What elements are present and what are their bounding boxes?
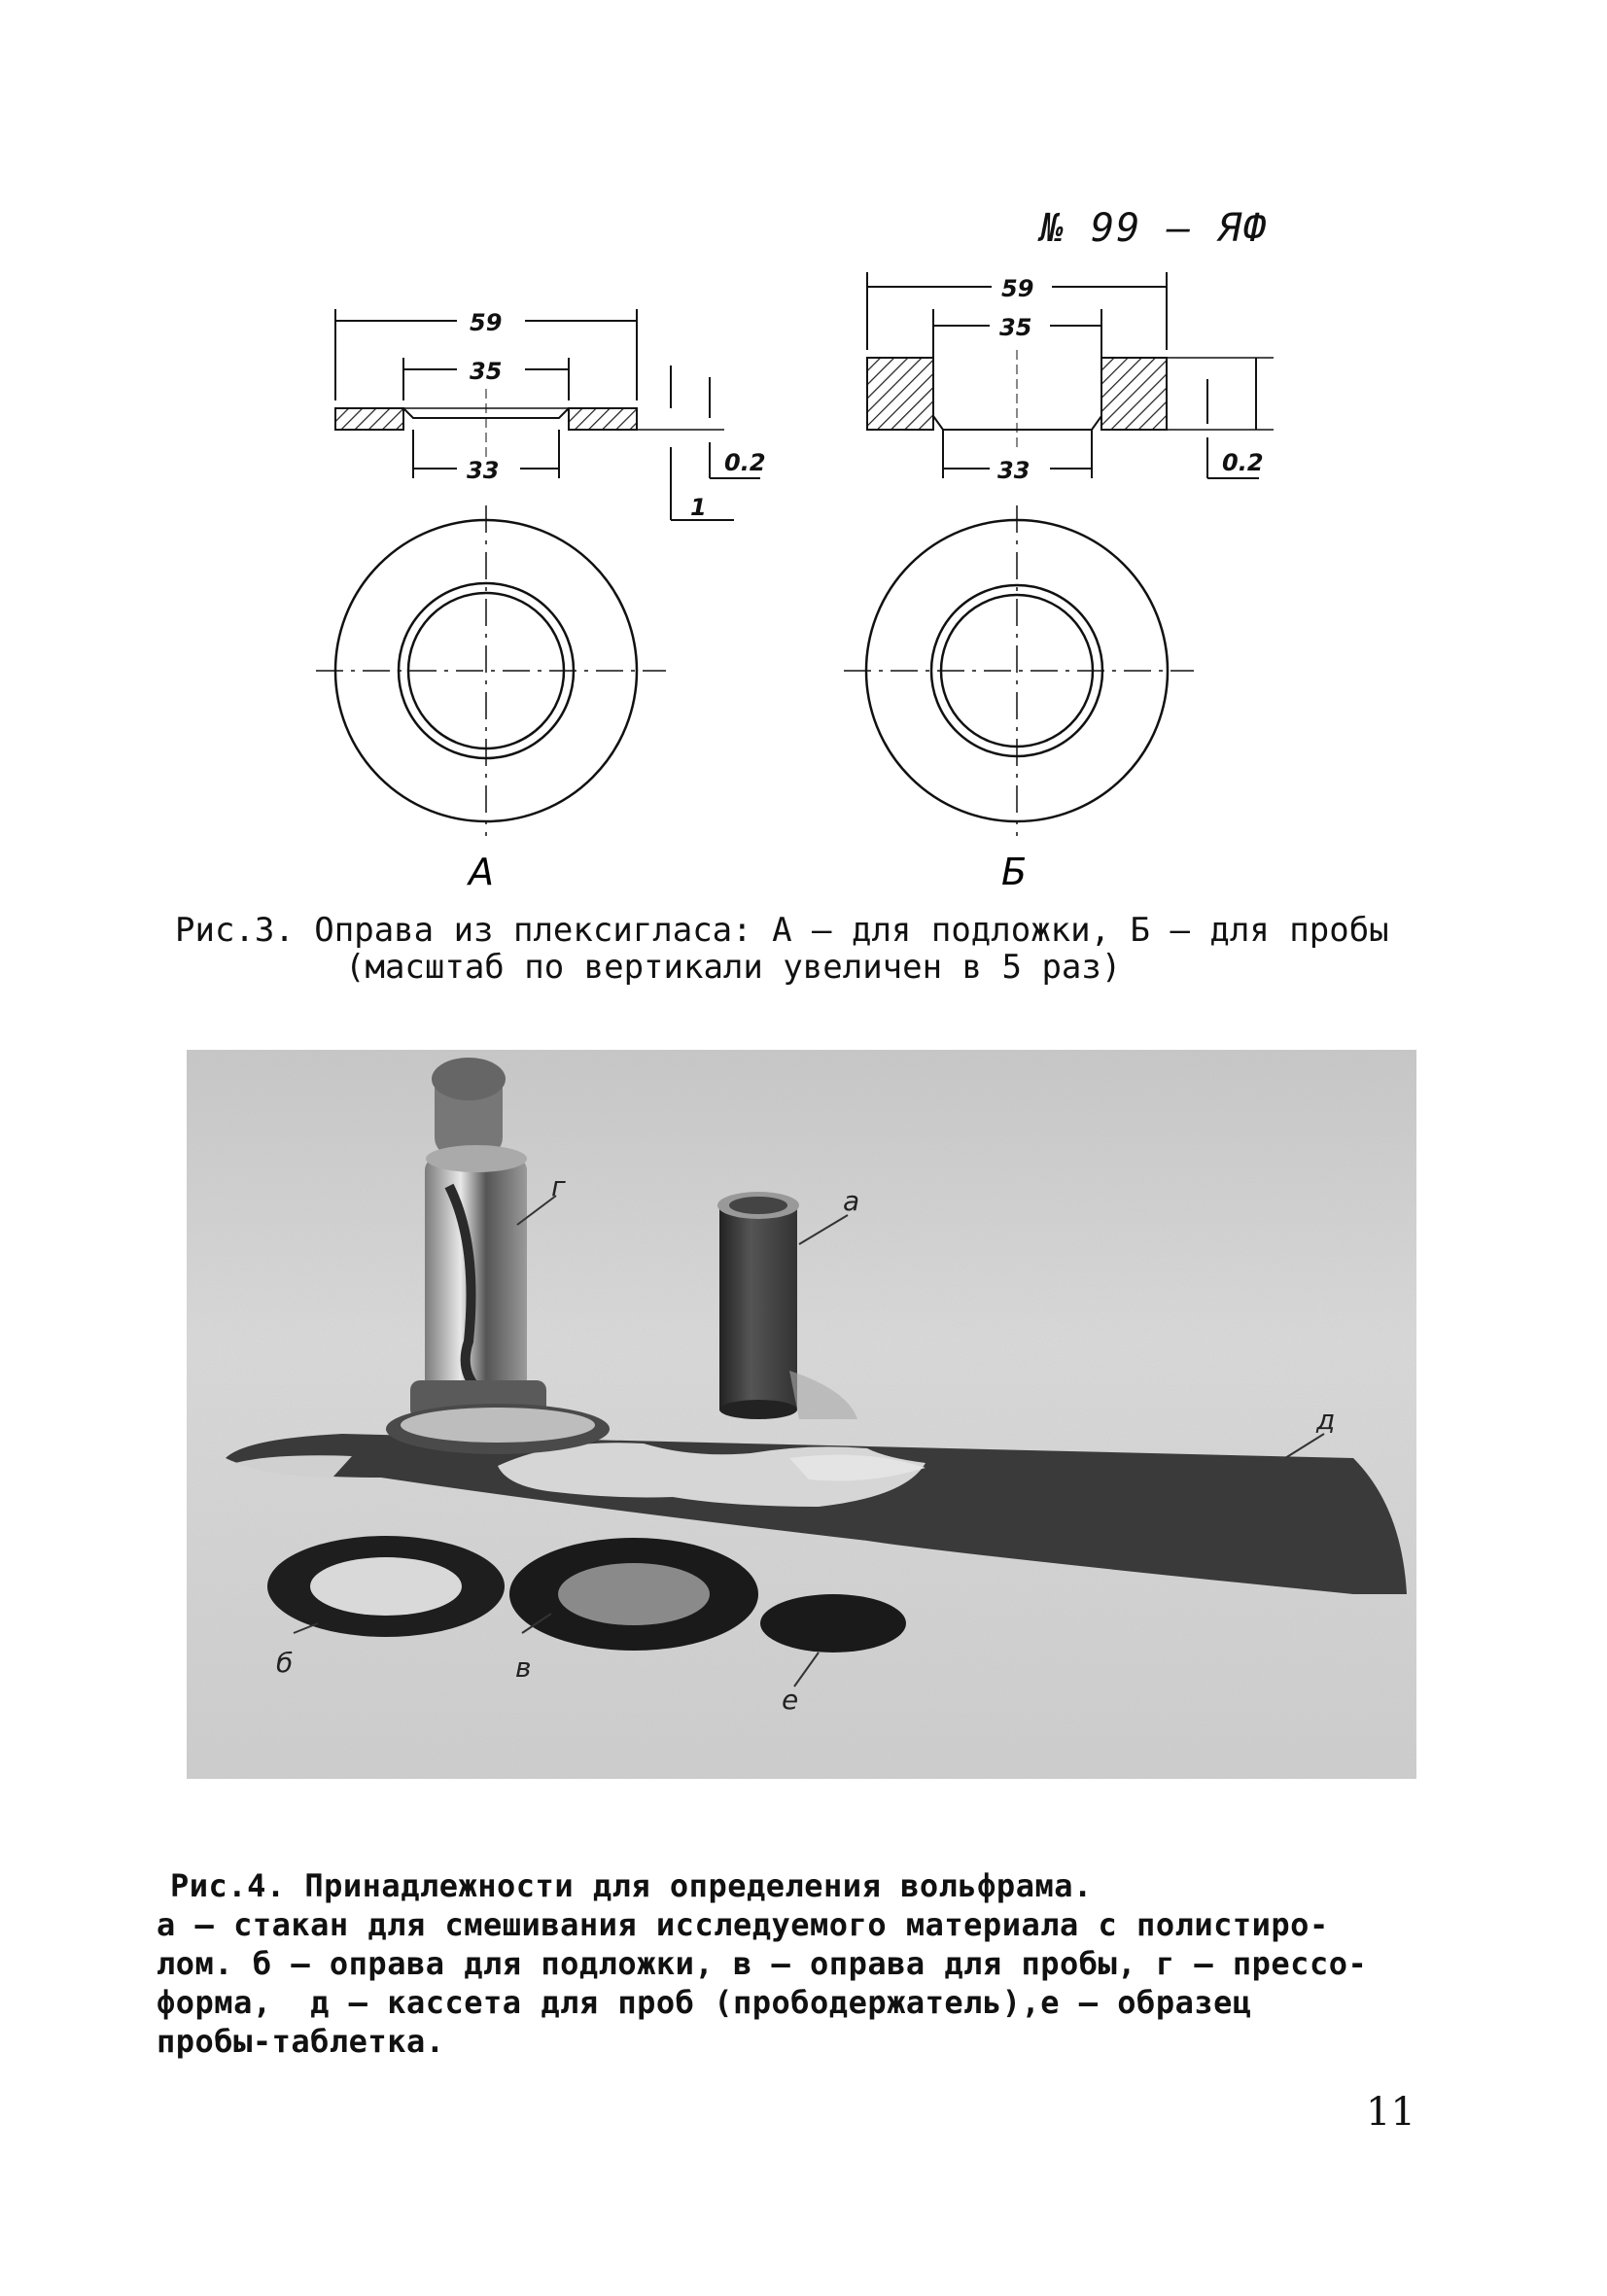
view-b-plan (844, 505, 1194, 893)
figure-4-caption (157, 1866, 1368, 2061)
view-a-label: А (469, 851, 494, 893)
figure-3-caption-line-1: Рис.3. Оправа из плексигласа: А – для подложки, Б – для пробы (175, 911, 1389, 950)
view-a-section (335, 309, 766, 521)
figure-3-caption-line-2: (масштаб по вертикали увеличен в 5 раз) (345, 948, 1122, 987)
sample-tablet (760, 1594, 906, 1652)
photo-label-b: б (276, 1647, 294, 1679)
page-number: 11 (1366, 2090, 1415, 2135)
view-b-dim-33: 33 (997, 457, 1031, 484)
figure-4-photo (187, 1050, 1416, 1779)
figure-4-caption-line: форма, д – кассета для проб (прободержатель),е – образец (157, 1984, 1252, 2021)
view-a-dim-33: 33 (467, 457, 500, 484)
view-b-section (867, 272, 1274, 484)
view-b-dim-0-2: 0.2 (1222, 449, 1264, 476)
sample-ring (509, 1538, 758, 1651)
photo-label-g: г (551, 1170, 566, 1202)
photo-label-d: д (1316, 1404, 1336, 1436)
figure-4-caption-line: лом. б – оправа для подложки, в – оправа для пробы, г – прессо- (157, 1945, 1368, 1982)
document-number: № 99 – ЯФ (1040, 206, 1269, 251)
figure-4-caption-line: пробы-таблетка. (157, 2023, 445, 2060)
view-a-dim-0-2: 0.2 (724, 449, 766, 476)
substrate-ring (267, 1536, 505, 1637)
figure-4-caption-line: а – стакан для смешивания исследуемого материала с полистиро- (157, 1906, 1329, 1943)
view-a-dim-1: 1 (690, 494, 707, 521)
view-b-dim-35: 35 (999, 314, 1032, 341)
figure-3-drawing (0, 0, 1607, 972)
view-a-dim-35: 35 (470, 358, 503, 385)
photo-label-a: а (843, 1185, 860, 1217)
photo-label-e: е (782, 1684, 799, 1716)
figure-4-caption-line: Рис.4. Принадлежности для определения вольфрама. (170, 1867, 1093, 1904)
view-a-plan (316, 505, 666, 893)
photo-label-v: в (515, 1652, 532, 1684)
view-b-dim-59: 59 (1001, 275, 1034, 302)
view-a-dim-59: 59 (470, 309, 503, 336)
view-b-label: Б (1001, 851, 1028, 893)
